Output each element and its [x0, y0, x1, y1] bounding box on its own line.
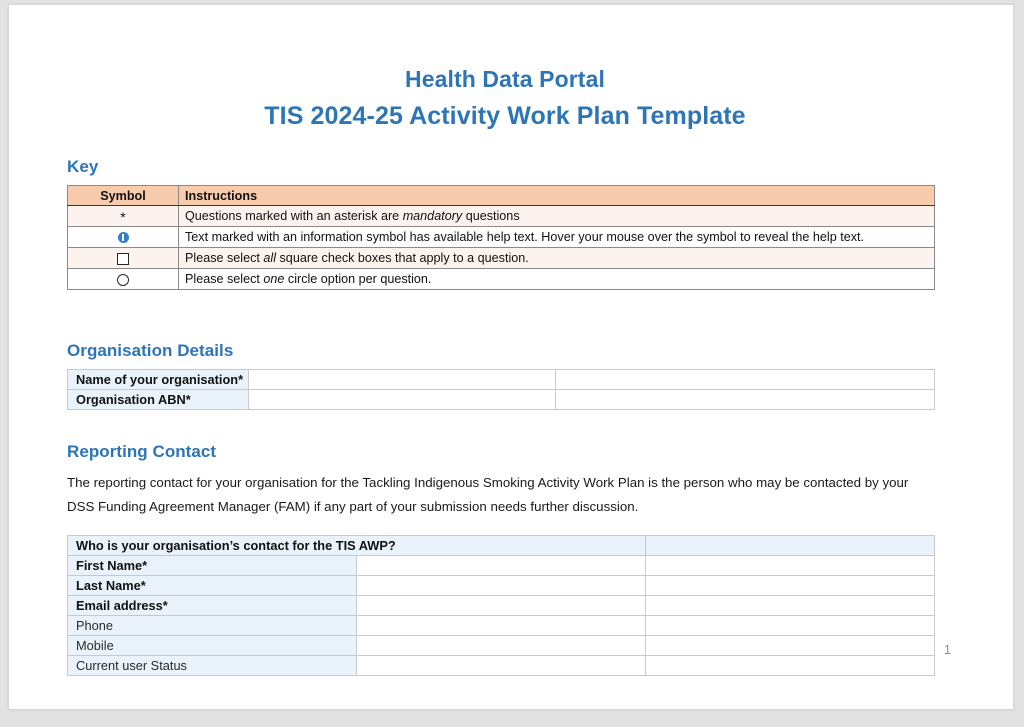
current-user-status-extra-cell[interactable]	[646, 656, 935, 676]
key-section-heading: Key	[67, 157, 99, 176]
email-address-input[interactable]	[357, 596, 646, 616]
information-icon	[68, 227, 179, 248]
key-instruction-italic: mandatory	[402, 209, 463, 223]
reporting-contact-section-heading: Reporting Contact	[67, 442, 217, 461]
checkbox-icon	[68, 248, 179, 269]
reporting-contact-paragraph: The reporting contact for your organisation for the Tackling Indigenous Smoking Activity Work Plan is the person who may be contacted by your DSS Funding Agreement Manager (FAM) if any part of your submission needs further discussion.	[67, 475, 909, 514]
phone-label: Phone	[68, 616, 357, 636]
document-title-line-1: Health Data Portal	[405, 66, 605, 92]
key-instruction-text	[179, 227, 935, 248]
table-row	[68, 370, 935, 390]
document-page	[8, 4, 1014, 710]
document-content	[67, 61, 943, 676]
organisation-name-input[interactable]	[249, 370, 556, 390]
organisation-abn-extra-cell[interactable]	[556, 390, 935, 410]
table-row	[68, 556, 935, 576]
table-row	[68, 536, 935, 556]
first-name-extra-cell[interactable]	[646, 556, 935, 576]
key-column-header-symbol: Symbol	[68, 186, 179, 206]
mobile-label: Mobile	[68, 636, 357, 656]
organisation-details-table	[67, 369, 935, 410]
table-row	[68, 596, 935, 616]
square-checkbox-glyph	[117, 253, 129, 265]
table-row	[68, 656, 935, 676]
organisation-abn-label: Organisation ABN*	[68, 390, 249, 410]
organisation-name-extra-cell[interactable]	[556, 370, 935, 390]
info-circle-glyph	[118, 232, 129, 243]
email-address-label: Email address*	[68, 596, 357, 616]
last-name-extra-cell[interactable]	[646, 576, 935, 596]
key-instruction-text	[179, 248, 935, 269]
key-instruction-suffix: questions	[462, 209, 520, 223]
table-row	[68, 576, 935, 596]
key-table-row	[68, 227, 935, 248]
mobile-input[interactable]	[357, 636, 646, 656]
contact-question-header-extra-cell	[646, 536, 935, 556]
key-instruction-prefix: Questions marked with an asterisk are	[185, 209, 403, 223]
last-name-input[interactable]	[357, 576, 646, 596]
key-table-row	[68, 248, 935, 269]
key-instruction-italic: one	[263, 272, 285, 286]
key-table-header-row	[68, 186, 935, 206]
key-instruction-prefix: Please select	[185, 251, 264, 265]
email-address-extra-cell[interactable]	[646, 596, 935, 616]
mobile-extra-cell[interactable]	[646, 636, 935, 656]
key-table	[67, 185, 935, 290]
circle-option-glyph	[117, 274, 129, 286]
organisation-name-label: Name of your organisation*	[68, 370, 249, 390]
key-column-header-instructions: Instructions	[179, 186, 935, 206]
table-row	[68, 636, 935, 656]
key-instruction-suffix: circle option per question.	[284, 272, 432, 286]
contact-question-header: Who is your organisation’s contact for the TIS AWP?	[68, 536, 646, 556]
table-row	[68, 616, 935, 636]
last-name-label: Last Name*	[68, 576, 357, 596]
radio-circle-icon	[68, 269, 179, 290]
reporting-contact-table	[67, 535, 935, 676]
key-instruction-italic: all	[263, 251, 277, 265]
table-row	[68, 390, 935, 410]
page-number: 1	[944, 643, 951, 657]
organisation-abn-input[interactable]	[249, 390, 556, 410]
asterisk-icon	[68, 206, 179, 227]
key-instruction-prefix: Text marked with an information symbol has available help text. Hover your mouse over the symbol to reveal the help text.	[185, 230, 864, 244]
organisation-section-heading: Organisation Details	[67, 341, 234, 360]
first-name-label: First Name*	[68, 556, 357, 576]
current-user-status-input[interactable]	[357, 656, 646, 676]
key-instruction-suffix: square check boxes that apply to a question.	[276, 251, 529, 265]
key-instruction-prefix: Please select	[185, 272, 264, 286]
phone-input[interactable]	[357, 616, 646, 636]
phone-extra-cell[interactable]	[646, 616, 935, 636]
key-instruction-text	[179, 269, 935, 290]
key-table-row	[68, 269, 935, 290]
current-user-status-label: Current user Status	[68, 656, 357, 676]
asterisk-glyph: *	[120, 209, 126, 225]
first-name-input[interactable]	[357, 556, 646, 576]
key-table-row	[68, 206, 935, 227]
key-instruction-text	[179, 206, 935, 227]
document-title-line-2: TIS 2024-25 Activity Work Plan Template	[264, 102, 746, 130]
